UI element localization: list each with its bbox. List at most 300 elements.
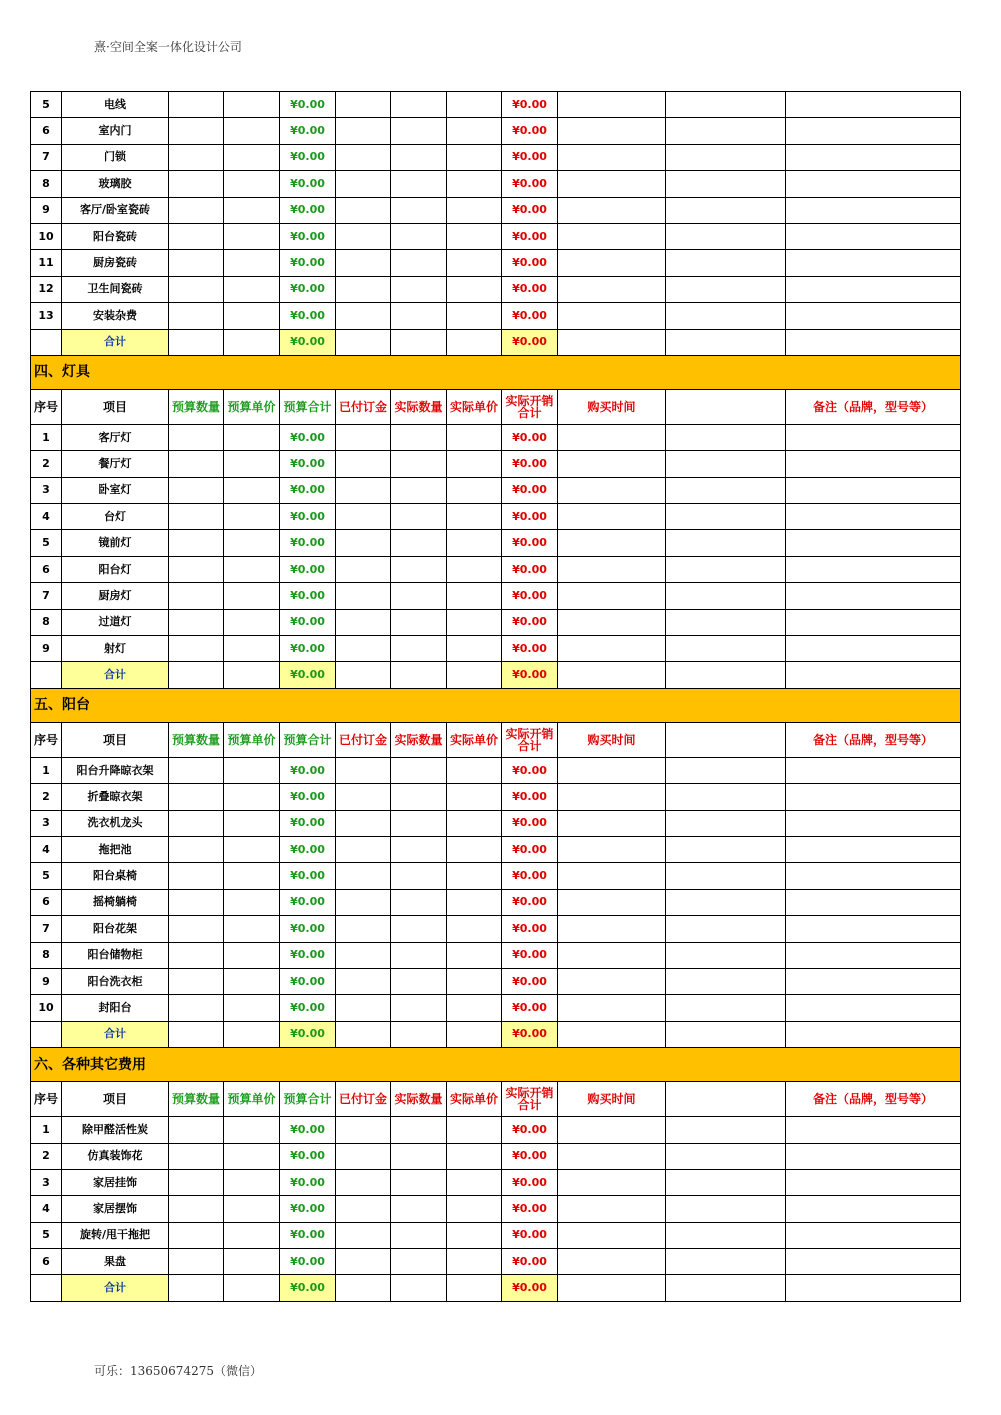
actual-total-cell: ¥0.00 bbox=[502, 836, 558, 862]
actual-price-cell[interactable] bbox=[447, 477, 502, 503]
actual-qty-cell[interactable] bbox=[391, 583, 447, 609]
total-actual-sum: ¥0.00 bbox=[502, 329, 558, 355]
actual-qty-cell[interactable] bbox=[391, 556, 447, 582]
budget-qty-cell[interactable] bbox=[169, 250, 224, 276]
purchase-date-cell[interactable] bbox=[558, 424, 666, 450]
actual-price-cell[interactable] bbox=[447, 276, 502, 302]
budget-price-cell[interactable] bbox=[224, 92, 280, 118]
deposit-cell[interactable] bbox=[336, 197, 391, 223]
budget-price-cell[interactable] bbox=[224, 197, 280, 223]
deposit-cell[interactable] bbox=[336, 92, 391, 118]
budget-qty-cell[interactable] bbox=[169, 784, 224, 810]
purchase-date-cell[interactable] bbox=[558, 995, 666, 1021]
actual-price-cell[interactable] bbox=[447, 424, 502, 450]
budget-price-cell[interactable] bbox=[224, 636, 280, 662]
blank-cell[interactable] bbox=[666, 636, 786, 662]
notes-cell[interactable] bbox=[786, 477, 961, 503]
budget-qty-cell[interactable] bbox=[169, 609, 224, 635]
purchase-date-cell[interactable] bbox=[558, 968, 666, 994]
budget-price-cell[interactable] bbox=[224, 250, 280, 276]
notes-cell[interactable] bbox=[786, 1117, 961, 1143]
actual-price-cell[interactable] bbox=[447, 504, 502, 530]
budget-qty-cell[interactable] bbox=[169, 118, 224, 144]
budget-total-cell: ¥0.00 bbox=[280, 1117, 336, 1143]
deposit-cell[interactable] bbox=[336, 916, 391, 942]
column-header: 实际开销合计 bbox=[502, 1082, 558, 1117]
notes-cell[interactable] bbox=[786, 530, 961, 556]
purchase-date-cell[interactable] bbox=[558, 836, 666, 862]
actual-price-cell[interactable] bbox=[447, 968, 502, 994]
actual-qty-cell[interactable] bbox=[391, 451, 447, 477]
budget-price-cell[interactable] bbox=[224, 118, 280, 144]
blank-cell[interactable] bbox=[666, 451, 786, 477]
notes-cell[interactable] bbox=[786, 250, 961, 276]
notes-cell[interactable] bbox=[786, 424, 961, 450]
table-row bbox=[31, 171, 961, 197]
budget-price-cell[interactable] bbox=[224, 504, 280, 530]
budget-qty-cell[interactable] bbox=[169, 171, 224, 197]
notes-cell[interactable] bbox=[786, 303, 961, 329]
purchase-date-cell[interactable] bbox=[558, 144, 666, 170]
budget-table bbox=[30, 91, 961, 1302]
budget-price-cell[interactable] bbox=[224, 889, 280, 915]
deposit-cell[interactable] bbox=[336, 451, 391, 477]
blank-cell[interactable] bbox=[666, 477, 786, 503]
table-row bbox=[31, 609, 961, 635]
blank-cell[interactable] bbox=[666, 303, 786, 329]
deposit-cell[interactable] bbox=[336, 810, 391, 836]
budget-price-cell[interactable] bbox=[224, 757, 280, 783]
actual-qty-cell[interactable] bbox=[391, 1249, 447, 1275]
budget-qty-cell[interactable] bbox=[169, 863, 224, 889]
budget-qty-cell[interactable] bbox=[169, 757, 224, 783]
blank-cell[interactable] bbox=[666, 1222, 786, 1248]
budget-price-cell[interactable] bbox=[224, 1222, 280, 1248]
budget-qty-cell[interactable] bbox=[169, 636, 224, 662]
actual-price-cell[interactable] bbox=[447, 995, 502, 1021]
notes-cell[interactable] bbox=[786, 171, 961, 197]
purchase-date-cell[interactable] bbox=[558, 223, 666, 249]
budget-qty-cell[interactable] bbox=[169, 556, 224, 582]
blank-cell[interactable] bbox=[666, 197, 786, 223]
notes-cell[interactable] bbox=[786, 1249, 961, 1275]
purchase-date-cell[interactable] bbox=[558, 609, 666, 635]
notes-cell[interactable] bbox=[786, 92, 961, 118]
purchase-date-cell[interactable] bbox=[558, 942, 666, 968]
blank-cell[interactable] bbox=[666, 784, 786, 810]
budget-price-cell[interactable] bbox=[224, 942, 280, 968]
actual-price-cell[interactable] bbox=[447, 1222, 502, 1248]
actual-qty-cell[interactable] bbox=[391, 1196, 447, 1222]
actual-price-cell[interactable] bbox=[447, 118, 502, 144]
actual-price-cell[interactable] bbox=[447, 1196, 502, 1222]
purchase-date-cell[interactable] bbox=[558, 636, 666, 662]
budget-qty-cell[interactable] bbox=[169, 1249, 224, 1275]
budget-qty-cell[interactable] bbox=[169, 836, 224, 862]
deposit-cell[interactable] bbox=[336, 757, 391, 783]
deposit-cell[interactable] bbox=[336, 477, 391, 503]
budget-qty-cell[interactable] bbox=[169, 1196, 224, 1222]
deposit-cell[interactable] bbox=[336, 863, 391, 889]
budget-qty-cell[interactable] bbox=[169, 276, 224, 302]
blank-cell[interactable] bbox=[666, 863, 786, 889]
budget-qty-cell[interactable] bbox=[169, 810, 224, 836]
blank-cell[interactable] bbox=[666, 916, 786, 942]
budget-price-cell[interactable] bbox=[224, 810, 280, 836]
purchase-date-cell[interactable] bbox=[558, 1222, 666, 1248]
blank-cell[interactable] bbox=[666, 92, 786, 118]
deposit-cell[interactable] bbox=[336, 784, 391, 810]
blank-cell[interactable] bbox=[666, 757, 786, 783]
purchase-date-cell[interactable] bbox=[558, 1196, 666, 1222]
actual-price-cell[interactable] bbox=[447, 636, 502, 662]
budget-price-cell[interactable] bbox=[224, 144, 280, 170]
budget-qty-cell[interactable] bbox=[169, 530, 224, 556]
actual-qty-cell[interactable] bbox=[391, 144, 447, 170]
row-number: 6 bbox=[31, 118, 62, 144]
purchase-date-cell[interactable] bbox=[558, 477, 666, 503]
actual-price-cell[interactable] bbox=[447, 171, 502, 197]
blank-cell[interactable] bbox=[666, 1117, 786, 1143]
blank-cell[interactable] bbox=[666, 250, 786, 276]
deposit-cell[interactable] bbox=[336, 223, 391, 249]
budget-price-cell[interactable] bbox=[224, 556, 280, 582]
purchase-date-cell[interactable] bbox=[558, 556, 666, 582]
item-name: 安装杂费 bbox=[62, 303, 169, 329]
notes-cell[interactable] bbox=[786, 889, 961, 915]
actual-qty-cell[interactable] bbox=[391, 636, 447, 662]
budget-price-cell[interactable] bbox=[224, 223, 280, 249]
budget-price-cell[interactable] bbox=[224, 1169, 280, 1195]
budget-price-cell[interactable] bbox=[224, 1143, 280, 1169]
deposit-cell[interactable] bbox=[336, 424, 391, 450]
budget-qty-cell[interactable] bbox=[169, 1143, 224, 1169]
purchase-date-cell[interactable] bbox=[558, 504, 666, 530]
actual-price-cell[interactable] bbox=[447, 757, 502, 783]
blank-cell[interactable] bbox=[666, 276, 786, 302]
actual-qty-cell[interactable] bbox=[391, 863, 447, 889]
notes-cell[interactable] bbox=[786, 757, 961, 783]
purchase-date-cell[interactable] bbox=[558, 1117, 666, 1143]
deposit-cell[interactable] bbox=[336, 995, 391, 1021]
budget-price-cell[interactable] bbox=[224, 916, 280, 942]
blank-cell[interactable] bbox=[666, 1143, 786, 1169]
actual-qty-cell[interactable] bbox=[391, 171, 447, 197]
budget-qty-cell[interactable] bbox=[169, 1117, 224, 1143]
blank-cell[interactable] bbox=[666, 504, 786, 530]
notes-cell[interactable] bbox=[786, 197, 961, 223]
budget-qty-cell[interactable] bbox=[169, 144, 224, 170]
total-budget-price-cell bbox=[224, 1021, 280, 1047]
budget-qty-cell[interactable] bbox=[169, 995, 224, 1021]
deposit-cell[interactable] bbox=[336, 530, 391, 556]
deposit-cell[interactable] bbox=[336, 118, 391, 144]
deposit-cell[interactable] bbox=[336, 1117, 391, 1143]
purchase-date-cell[interactable] bbox=[558, 276, 666, 302]
budget-qty-cell[interactable] bbox=[169, 303, 224, 329]
purchase-date-cell[interactable] bbox=[558, 916, 666, 942]
blank-cell[interactable] bbox=[666, 118, 786, 144]
notes-cell[interactable] bbox=[786, 916, 961, 942]
budget-qty-cell[interactable] bbox=[169, 583, 224, 609]
notes-cell[interactable] bbox=[786, 968, 961, 994]
actual-qty-cell[interactable] bbox=[391, 1222, 447, 1248]
budget-price-cell[interactable] bbox=[224, 477, 280, 503]
actual-price-cell[interactable] bbox=[447, 92, 502, 118]
actual-price-cell[interactable] bbox=[447, 609, 502, 635]
purchase-date-cell[interactable] bbox=[558, 171, 666, 197]
actual-price-cell[interactable] bbox=[447, 889, 502, 915]
actual-qty-cell[interactable] bbox=[391, 424, 447, 450]
row-number: 8 bbox=[31, 171, 62, 197]
budget-total-cell: ¥0.00 bbox=[280, 1143, 336, 1169]
purchase-date-cell[interactable] bbox=[558, 757, 666, 783]
blank-cell[interactable] bbox=[666, 530, 786, 556]
blank-cell[interactable] bbox=[666, 1169, 786, 1195]
notes-cell[interactable] bbox=[786, 583, 961, 609]
actual-qty-cell[interactable] bbox=[391, 197, 447, 223]
budget-qty-cell[interactable] bbox=[169, 223, 224, 249]
notes-cell[interactable] bbox=[786, 276, 961, 302]
actual-price-cell[interactable] bbox=[447, 1143, 502, 1169]
budget-price-cell[interactable] bbox=[224, 451, 280, 477]
actual-qty-cell[interactable] bbox=[391, 250, 447, 276]
notes-cell[interactable] bbox=[786, 1222, 961, 1248]
budget-qty-cell[interactable] bbox=[169, 197, 224, 223]
budget-qty-cell[interactable] bbox=[169, 942, 224, 968]
notes-cell[interactable] bbox=[786, 556, 961, 582]
blank-cell[interactable] bbox=[666, 836, 786, 862]
actual-qty-cell[interactable] bbox=[391, 889, 447, 915]
deposit-cell[interactable] bbox=[336, 250, 391, 276]
column-header: 实际单价 bbox=[447, 1082, 502, 1117]
row-number: 1 bbox=[31, 1117, 62, 1143]
notes-cell[interactable] bbox=[786, 942, 961, 968]
budget-qty-cell[interactable] bbox=[169, 889, 224, 915]
actual-qty-cell[interactable] bbox=[391, 757, 447, 783]
deposit-cell[interactable] bbox=[336, 1143, 391, 1169]
actual-price-cell[interactable] bbox=[447, 250, 502, 276]
actual-price-cell[interactable] bbox=[447, 1117, 502, 1143]
actual-qty-cell[interactable] bbox=[391, 836, 447, 862]
notes-cell[interactable] bbox=[786, 636, 961, 662]
notes-cell[interactable] bbox=[786, 810, 961, 836]
actual-qty-cell[interactable] bbox=[391, 223, 447, 249]
budget-price-cell[interactable] bbox=[224, 424, 280, 450]
notes-cell[interactable] bbox=[786, 223, 961, 249]
notes-cell[interactable] bbox=[786, 609, 961, 635]
purchase-date-cell[interactable] bbox=[558, 451, 666, 477]
budget-qty-cell[interactable] bbox=[169, 1222, 224, 1248]
notes-cell[interactable] bbox=[786, 118, 961, 144]
deposit-cell[interactable] bbox=[336, 583, 391, 609]
actual-price-cell[interactable] bbox=[447, 223, 502, 249]
budget-qty-cell[interactable] bbox=[169, 1169, 224, 1195]
budget-qty-cell[interactable] bbox=[169, 968, 224, 994]
notes-cell[interactable] bbox=[786, 1196, 961, 1222]
budget-price-cell[interactable] bbox=[224, 1249, 280, 1275]
deposit-cell[interactable] bbox=[336, 1249, 391, 1275]
total-date-cell bbox=[558, 1021, 666, 1047]
purchase-date-cell[interactable] bbox=[558, 250, 666, 276]
actual-qty-cell[interactable] bbox=[391, 276, 447, 302]
blank-cell[interactable] bbox=[666, 968, 786, 994]
notes-cell[interactable] bbox=[786, 451, 961, 477]
deposit-cell[interactable] bbox=[336, 836, 391, 862]
purchase-date-cell[interactable] bbox=[558, 889, 666, 915]
budget-price-cell[interactable] bbox=[224, 784, 280, 810]
budget-price-cell[interactable] bbox=[224, 609, 280, 635]
purchase-date-cell[interactable] bbox=[558, 530, 666, 556]
budget-price-cell[interactable] bbox=[224, 1196, 280, 1222]
budget-price-cell[interactable] bbox=[224, 836, 280, 862]
purchase-date-cell[interactable] bbox=[558, 863, 666, 889]
notes-cell[interactable] bbox=[786, 1169, 961, 1195]
budget-price-cell[interactable] bbox=[224, 995, 280, 1021]
row-number: 4 bbox=[31, 504, 62, 530]
blank-cell[interactable] bbox=[666, 942, 786, 968]
purchase-date-cell[interactable] bbox=[558, 197, 666, 223]
deposit-cell[interactable] bbox=[336, 556, 391, 582]
purchase-date-cell[interactable] bbox=[558, 810, 666, 836]
item-name: 客厅/卧室瓷砖 bbox=[62, 197, 169, 223]
purchase-date-cell[interactable] bbox=[558, 118, 666, 144]
deposit-cell[interactable] bbox=[336, 1169, 391, 1195]
notes-cell[interactable] bbox=[786, 995, 961, 1021]
column-header: 实际数量 bbox=[391, 389, 447, 424]
purchase-date-cell[interactable] bbox=[558, 1143, 666, 1169]
actual-qty-cell[interactable] bbox=[391, 810, 447, 836]
budget-price-cell[interactable] bbox=[224, 863, 280, 889]
blank-cell[interactable] bbox=[666, 1196, 786, 1222]
row-number: 1 bbox=[31, 424, 62, 450]
actual-price-cell[interactable] bbox=[447, 863, 502, 889]
actual-price-cell[interactable] bbox=[447, 1169, 502, 1195]
actual-price-cell[interactable] bbox=[447, 530, 502, 556]
deposit-cell[interactable] bbox=[336, 171, 391, 197]
row-number: 5 bbox=[31, 863, 62, 889]
budget-qty-cell[interactable] bbox=[169, 451, 224, 477]
actual-price-cell[interactable] bbox=[447, 303, 502, 329]
budget-price-cell[interactable] bbox=[224, 303, 280, 329]
blank-cell[interactable] bbox=[666, 1249, 786, 1275]
notes-cell[interactable] bbox=[786, 863, 961, 889]
actual-qty-cell[interactable] bbox=[391, 942, 447, 968]
deposit-cell[interactable] bbox=[336, 504, 391, 530]
blank-cell[interactable] bbox=[666, 223, 786, 249]
actual-qty-cell[interactable] bbox=[391, 1169, 447, 1195]
blank-cell[interactable] bbox=[666, 144, 786, 170]
blank-cell[interactable] bbox=[666, 810, 786, 836]
actual-qty-cell[interactable] bbox=[391, 118, 447, 144]
budget-price-cell[interactable] bbox=[224, 583, 280, 609]
actual-price-cell[interactable] bbox=[447, 556, 502, 582]
budget-qty-cell[interactable] bbox=[169, 504, 224, 530]
deposit-cell[interactable] bbox=[336, 1196, 391, 1222]
actual-qty-cell[interactable] bbox=[391, 92, 447, 118]
deposit-cell[interactable] bbox=[336, 889, 391, 915]
blank-cell[interactable] bbox=[666, 556, 786, 582]
actual-price-cell[interactable] bbox=[447, 583, 502, 609]
actual-qty-cell[interactable] bbox=[391, 995, 447, 1021]
row-number: 8 bbox=[31, 942, 62, 968]
budget-qty-cell[interactable] bbox=[169, 92, 224, 118]
budget-price-cell[interactable] bbox=[224, 968, 280, 994]
deposit-cell[interactable] bbox=[336, 609, 391, 635]
deposit-cell[interactable] bbox=[336, 144, 391, 170]
actual-price-cell[interactable] bbox=[447, 916, 502, 942]
budget-price-cell[interactable] bbox=[224, 171, 280, 197]
actual-qty-cell[interactable] bbox=[391, 530, 447, 556]
actual-qty-cell[interactable] bbox=[391, 1143, 447, 1169]
budget-price-cell[interactable] bbox=[224, 1117, 280, 1143]
table-row bbox=[31, 92, 961, 118]
blank-cell[interactable] bbox=[666, 889, 786, 915]
actual-qty-cell[interactable] bbox=[391, 504, 447, 530]
notes-cell[interactable] bbox=[786, 504, 961, 530]
budget-qty-cell[interactable] bbox=[169, 916, 224, 942]
actual-qty-cell[interactable] bbox=[391, 1117, 447, 1143]
deposit-cell[interactable] bbox=[336, 636, 391, 662]
actual-price-cell[interactable] bbox=[447, 784, 502, 810]
notes-cell[interactable] bbox=[786, 1143, 961, 1169]
total-actual-sum: ¥0.00 bbox=[502, 662, 558, 688]
deposit-cell[interactable] bbox=[336, 276, 391, 302]
blank-cell[interactable] bbox=[666, 171, 786, 197]
purchase-date-cell[interactable] bbox=[558, 303, 666, 329]
actual-total-cell: ¥0.00 bbox=[502, 810, 558, 836]
deposit-cell[interactable] bbox=[336, 1222, 391, 1248]
blank-cell[interactable] bbox=[666, 424, 786, 450]
notes-cell[interactable] bbox=[786, 784, 961, 810]
budget-qty-cell[interactable] bbox=[169, 477, 224, 503]
purchase-date-cell[interactable] bbox=[558, 784, 666, 810]
purchase-date-cell[interactable] bbox=[558, 583, 666, 609]
actual-price-cell[interactable] bbox=[447, 810, 502, 836]
deposit-cell[interactable] bbox=[336, 303, 391, 329]
budget-qty-cell[interactable] bbox=[169, 424, 224, 450]
column-header: 项目 bbox=[62, 389, 169, 424]
purchase-date-cell[interactable] bbox=[558, 92, 666, 118]
budget-price-cell[interactable] bbox=[224, 276, 280, 302]
actual-price-cell[interactable] bbox=[447, 1249, 502, 1275]
blank-cell[interactable] bbox=[666, 609, 786, 635]
actual-price-cell[interactable] bbox=[447, 197, 502, 223]
budget-price-cell[interactable] bbox=[224, 530, 280, 556]
actual-price-cell[interactable] bbox=[447, 836, 502, 862]
actual-price-cell[interactable] bbox=[447, 942, 502, 968]
actual-qty-cell[interactable] bbox=[391, 303, 447, 329]
actual-qty-cell[interactable] bbox=[391, 609, 447, 635]
deposit-cell[interactable] bbox=[336, 942, 391, 968]
purchase-date-cell[interactable] bbox=[558, 1169, 666, 1195]
notes-cell[interactable] bbox=[786, 144, 961, 170]
blank-cell[interactable] bbox=[666, 995, 786, 1021]
actual-qty-cell[interactable] bbox=[391, 477, 447, 503]
deposit-cell[interactable] bbox=[336, 968, 391, 994]
actual-total-cell: ¥0.00 bbox=[502, 1222, 558, 1248]
table-row bbox=[31, 836, 961, 862]
column-header: 预算合计 bbox=[280, 722, 336, 757]
blank-cell[interactable] bbox=[666, 583, 786, 609]
actual-qty-cell[interactable] bbox=[391, 784, 447, 810]
actual-qty-cell[interactable] bbox=[391, 916, 447, 942]
actual-price-cell[interactable] bbox=[447, 144, 502, 170]
actual-qty-cell[interactable] bbox=[391, 968, 447, 994]
purchase-date-cell[interactable] bbox=[558, 1249, 666, 1275]
notes-cell[interactable] bbox=[786, 836, 961, 862]
actual-price-cell[interactable] bbox=[447, 451, 502, 477]
